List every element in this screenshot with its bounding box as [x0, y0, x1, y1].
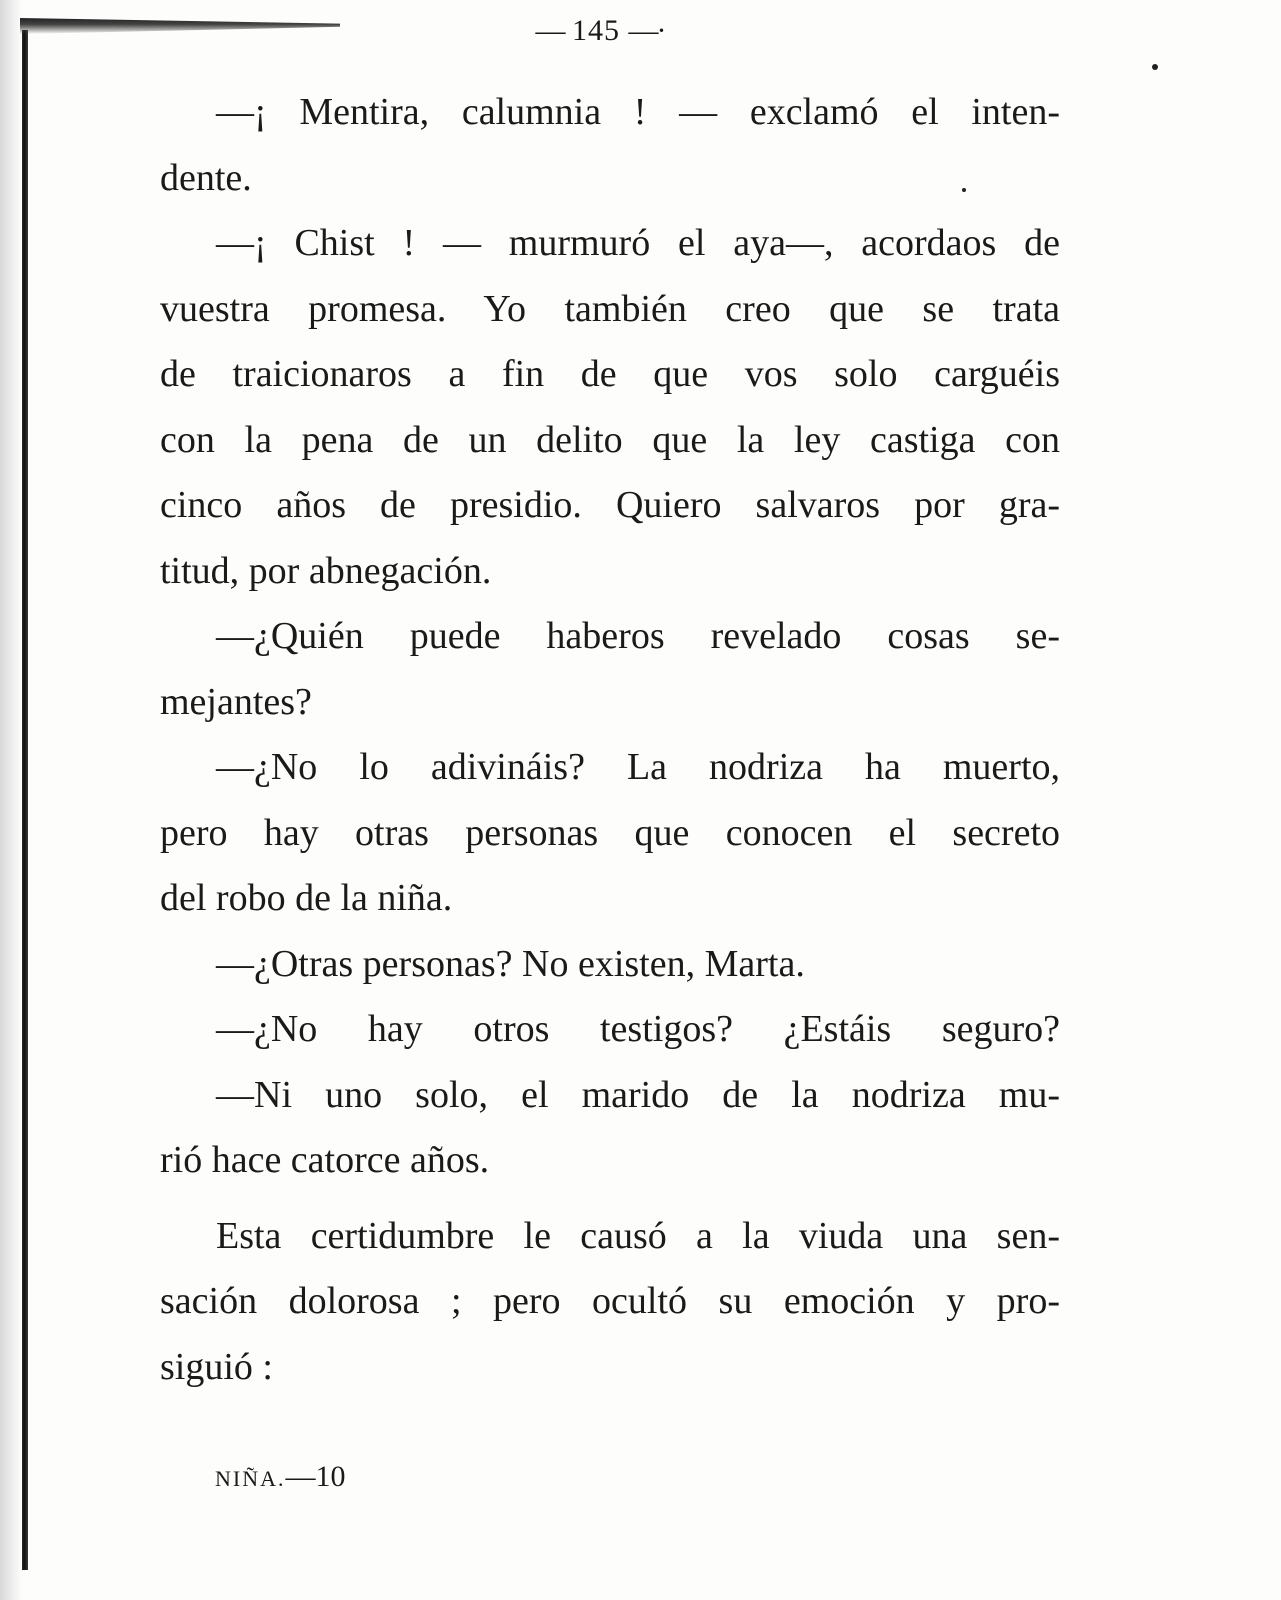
text-line: —¡ Mentira, calumnia ! — exclamó el inten- [216, 91, 1060, 133]
text-line: con la pena de un delito que la ley castiga con [160, 418, 1060, 461]
text-line: de traicionaros a fin de que vos solo carguéis [160, 353, 1060, 395]
text-line: —¿Quién puede haberos revelado cosas se- [216, 615, 1060, 657]
text-line: dente. [160, 156, 252, 199]
text-line: vuestra promesa. Yo también creo que se trata [160, 287, 1060, 330]
ink-speck [1152, 64, 1158, 70]
body-text [160, 80, 1060, 1400]
text-line: —Ni uno solo, el marido de la nodriza mu- [216, 1073, 1060, 1116]
text-line: —¿No hay otros testigos? ¿Estáis seguro? [216, 1008, 1060, 1050]
binding-shadow [0, 0, 22, 1600]
signature-number: —10 [285, 1460, 346, 1493]
binding-edge [22, 30, 28, 1570]
signature-mark [215, 1460, 346, 1494]
page-number [0, 14, 1200, 48]
text-line: del robo de la niña. [160, 877, 453, 919]
page-number-dash-left: — [535, 14, 564, 47]
page-number-value: 145 [572, 14, 620, 47]
text-line: pero hay otras personas que conocen el secreto [160, 811, 1060, 854]
text-line: Esta certidumbre le causó a la viuda una sen- [216, 1214, 1060, 1257]
page-number-dash-right: —· [628, 14, 665, 47]
text-line: —¡ Chist ! — murmuró el aya—, acordaos de [216, 222, 1060, 264]
text-line: sación dolorosa ; pero ocultó su emoción y pro- [160, 1280, 1060, 1322]
text-line: —¿Otras personas? No existen, Marta. [216, 942, 805, 985]
text-line: titud, por abnegación. [160, 549, 492, 592]
paragraph-gap [160, 1194, 1060, 1204]
text-line: rió hace catorce años. [160, 1139, 490, 1181]
text-line: cinco años de presidio. Quiero salvaros por gra- [160, 484, 1060, 526]
text-line: mejantes? [160, 680, 312, 723]
text-line: —¿No lo adivináis? La nodriza ha muerto, [216, 746, 1060, 788]
signature-label: NIÑA. [215, 1466, 286, 1491]
ink-speck [962, 188, 966, 192]
text-line: siguió : [160, 1345, 273, 1388]
